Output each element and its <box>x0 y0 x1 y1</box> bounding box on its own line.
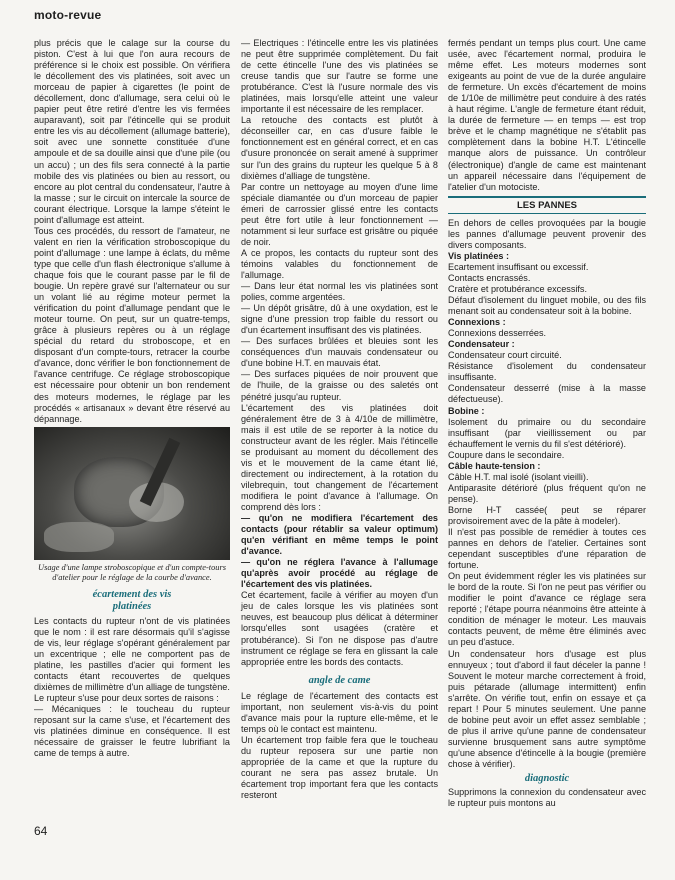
list-item: Isolement du primaire ou du secondaire insuffisant (par vieillissement ou par échauffement le vernis du fil s'est détérioré). <box>448 416 646 449</box>
paragraph: — Electriques : l'étincelle entre les vis platinées ne peut être supprimée complètement. Du fait de cette étincelle l'une des vis platinées se creuse tandis que sur l'autre se forme une protubérance. C'est là l'usure normale des vis platinées, mais lorsqu'elle atteint une valeur importante il est nécessaire de les remplacer. <box>241 38 438 115</box>
section-subtitle: diagnostic <box>524 773 570 785</box>
list-item: Résistance d'isolement du condensateur insuffisante. <box>448 361 646 383</box>
paragraph: L'écartement des vis platinées doit généralement être de 3 à 4/10e de millimètre, mais il est utile de se reporter à la notice du constructeur avant de les régler. Mais l'étincelle se produisant au moment du décollement des vis et le mouvement de la came étant lié, directement ou indirectement, à la rotation du vilebrequin, tout changement de l'écartement modifiera le point d'avance à l'allumage. On comprend dès lors : <box>241 402 438 512</box>
paragraph: — Mécaniques : le toucheau du rupteur reposant sur la came s'use, et l'écartement des vis platinées diminue en conséquence. Il est nécessaire de graisser le feutre lubrifiant la came de temps à autre. <box>34 704 230 759</box>
paragraph-bold: — qu'on ne réglera l'avance à l'allumage qu'après avoir procédé au réglage de l'écartement des vis platinées. <box>241 557 438 590</box>
list-heading: Bobine : <box>448 405 485 416</box>
stroboscope-photo <box>34 427 230 560</box>
paragraph: plus précis que le calage sur la course du piston. C'est à lui que l'on aura recours de préférence si le choix est possible. On vérifiera le décollement des vis platinées, soit avec un morceau de papier à cigarettes (le point de décollement, donc d'allumage, sera celui où le papier peut être retiré d'entre les vis fermées auparavant), soit par l'étincelle qui se produit entre les vis au décollement (allumage batterie), soit avec une sonnette constituée d'une ampoule et de sa douille ainsi que d'une pile (ou un accu) ; un des fils sera connecté à la partie mobile des vis platinées ou bien au ressort, ou encore au plot central du condensateur, l'autre à la masse ; sur le circuit on intercale la source de courant électrique. Lorsque la lampe s'éteint le point d'allumage est atteint. <box>34 38 230 225</box>
paragraph: Il n'est pas possible de remédier à toutes ces pannes en dehors de l'atelier. Certaines sont cependant susceptibles d'une réparation de fortune. <box>448 527 646 571</box>
paragraph: fermés pendant un temps plus court. Une came usée, avec l'écartement normal, produira le même effet. Les moteurs modernes sont exigeants au point de vue de la durée angulaire de fermeture. Un excès d'écartement de moins de 1/10e de millimètre peut conduire à des ratés à haut régime. L'angle de fermeture étant réduit, la durée de fermeture — en temps — est trop brève et le champ magnétique ne s'établit pas complètement dans la bobine H.T. L'étincelle manque alors de puissance. Un contrôleur (électronique) d'angle de came est maintenant un appareil nécessaire dans l'équipement de l'atelier d'un motociste. <box>448 38 646 192</box>
list-item: Borne H-T cassée( peut se réparer provisoirement avec de la pâte à modeler). <box>448 504 646 526</box>
paragraph: Cet écartement, facile à vérifier au moyen d'un jeu de cales lorsque les vis platinées sont neuves, est beaucoup plus délicat à déterminer lorsqu'elles sont usagées (cratère et protubérance). Si l'on ne dispose pas d'autre instrument ce réglage se fera en glissant la cale appropriée entre les bords des contacts. <box>241 590 438 667</box>
paragraph: Par contre un nettoyage au moyen d'une lime spéciale diamantée ou d'un morceau de papier émeri de carrossier glissé entre les contacts peut être fort utile à leur fonctionnement — notamment si leur surface est grisâtre ou piquée de noir. <box>241 181 438 247</box>
list-item: Ecartement insuffisant ou excessif. <box>448 261 589 272</box>
photo-caption: Usage d'une lampe stroboscopique et d'un compte-tours d'atelier pour le réglage de la courbe d'avance. <box>38 562 226 582</box>
paragraph: — Des surfaces piquées de noir prouvent que de l'huile, de la graisse ou des saletés ont pénétré jusqu'au rupteur. <box>241 369 438 402</box>
section-title: LES PANNES <box>448 196 646 214</box>
list-heading: Vis platinées : <box>448 250 509 261</box>
paragraph: — Un dépôt grisâtre, dû à une oxydation, est le signe d'une pression trop faible du ressort ou d'un écartement insuffisant des vis platinées. <box>241 303 438 336</box>
list-item: Contacts encrassés. <box>448 272 531 283</box>
paragraph: Le rupteur s'use pour deux sortes de raisons : <box>34 692 219 703</box>
paragraph-bold: — qu'on ne modifiera l'écartement des contacts (pour rétablir sa valeur optimum) qu'en vérifiant en même temps le point d'avance. <box>241 513 438 557</box>
list-item: Antiparasite détérioré (plus fréquent qu'on ne pense). <box>448 482 646 504</box>
section-subtitle: écartement des vis platinées <box>92 588 172 612</box>
paragraph: — Des surfaces brûlées et bleuies sont les conséquences d'un mauvais condensateur ou d'une bobine H.T. en mauvais état. <box>241 336 438 369</box>
magazine-header: moto-revue <box>34 8 102 22</box>
paragraph: Le réglage de l'écartement des contacts est important, non seulement vis-à-vis du point d'avance mais pour la rupture elle-même, et le temps où le contact est maintenu. <box>241 690 438 734</box>
list-heading: Connexions : <box>448 317 506 328</box>
list-item: Câble H.T. mal isolé (isolant vieilli). <box>448 471 589 482</box>
list-heading: Câble haute-tension : <box>448 460 541 471</box>
column-1 <box>34 38 230 759</box>
column-2 <box>241 38 438 801</box>
list-item: Condensateur desserré (mise à la masse défectueuse). <box>448 383 646 405</box>
paragraph: On peut évidemment régler les vis platinées sur le bord de la route. Si l'on ne peut pas vérifier ou modifier le point d'avance ce réglage sera reporté ; l'étape pourra néanmoins être atteinte à condition de ménager le moteur. Les mauvais contacts peuvent, de même être éliminés avec un peu d'astuce. <box>448 571 646 648</box>
paragraph: Un condensateur hors d'usage est plus ennuyeux ; tout d'abord il faut déceler la panne ! Souvent le moteur marche correctement à froid, puis pétarade (allumage intermittent) enfin s'arrête. On vérifie tout, enfin on essaye et ça repart ! Pour 5 minutes seulement. Une panne de bobine peut avoir un effet assez semblable ; de plus il arrive qu'une panne de condensateur survienne brusquement sans autre symptôme qu'une absence d'étincelle à la bougie (première chose à vérifier). <box>448 648 646 769</box>
paragraph: Un écartement trop faible fera que le toucheau du rupteur reposera sur une partie non appropriée de la came et que la rupture du courant ne sera pas assez brutale. Un écartement trop important fera que les contacts resteront <box>241 734 438 801</box>
paragraph: Tous ces procédés, du ressort de l'amateur, ne valent en rien la vérification stroboscopique du point d'allumage : une lampe à éclats, du même type que celle d'un flash électronique s'allume à chaque fois que le courant passe par le fil de bougie. Un repère gravé sur l'alternateur ou sur un volant lié au régime moteur permet la vérification du point d'allumage pendant que le moteur tourne. On peut, sur un quatre-temps, grâce à plusieurs repères ou à un réglage spécial du retard du stroboscope, et en disposant d'un compte-tours, retracer la courbe d'avance, donc vérifier le bon fonctionnement de l'avance centrifuge. Ce réglage stroboscopique est nécessaire pour obtenir un bon rendement des moteurs modernes, le réglage par les procédés « artisanaux » devant être réservé au dépannage. <box>34 225 230 424</box>
paragraph: A ce propos, les contacts du rupteur sont des témoins valables du fonctionnement de l'allumage. <box>241 247 438 280</box>
page-number: 64 <box>34 824 48 838</box>
list-heading: Condensateur : <box>448 339 515 350</box>
section-subtitle: angle de came <box>308 674 371 686</box>
paragraph: En dehors de celles provoquées par la bougie les pannes d'allumage peuvent provenir des divers composants. <box>448 217 646 250</box>
list-item: Défaut d'isolement du linguet mobile, ou des fils menant soit au condensateur soit à la bobine. <box>448 295 646 317</box>
paragraph: Supprimons la connexion du condensateur avec le rupteur puis montons au <box>448 787 646 809</box>
column-3 <box>448 38 646 809</box>
paragraph: La retouche des contacts est plutôt à déconseiller car, en cas d'usure faible le fonctionnement est en général correct, et en cas d'usure prononcée on serait amené à supprimer sur l'un des grains du rupteur les quelque 5 à 8 dixièmes d'alliage de tungstène. <box>241 115 438 181</box>
list-item: Condensateur court circuité. <box>448 350 562 361</box>
paragraph: Les contacts du rupteur n'ont de vis platinées que le nom : il est rare désormais qu'il s'agisse de vis, leur réglage s'opérant généralement par un excentrique ; elle ne comportent pas de platine, les pastilles d'acier qui forment les contacts étant recouvertes de quelques dixièmes de millimètre d'un alliage de tungstène. <box>34 615 230 692</box>
list-item: Coupure dans le secondaire. <box>448 449 565 460</box>
list-item: Connexions desserrées. <box>448 328 547 339</box>
list-item: Cratère et protubérance excessifs. <box>448 283 587 294</box>
paragraph: — Dans leur état normal les vis platinées sont polies, comme argentées. <box>241 281 438 303</box>
